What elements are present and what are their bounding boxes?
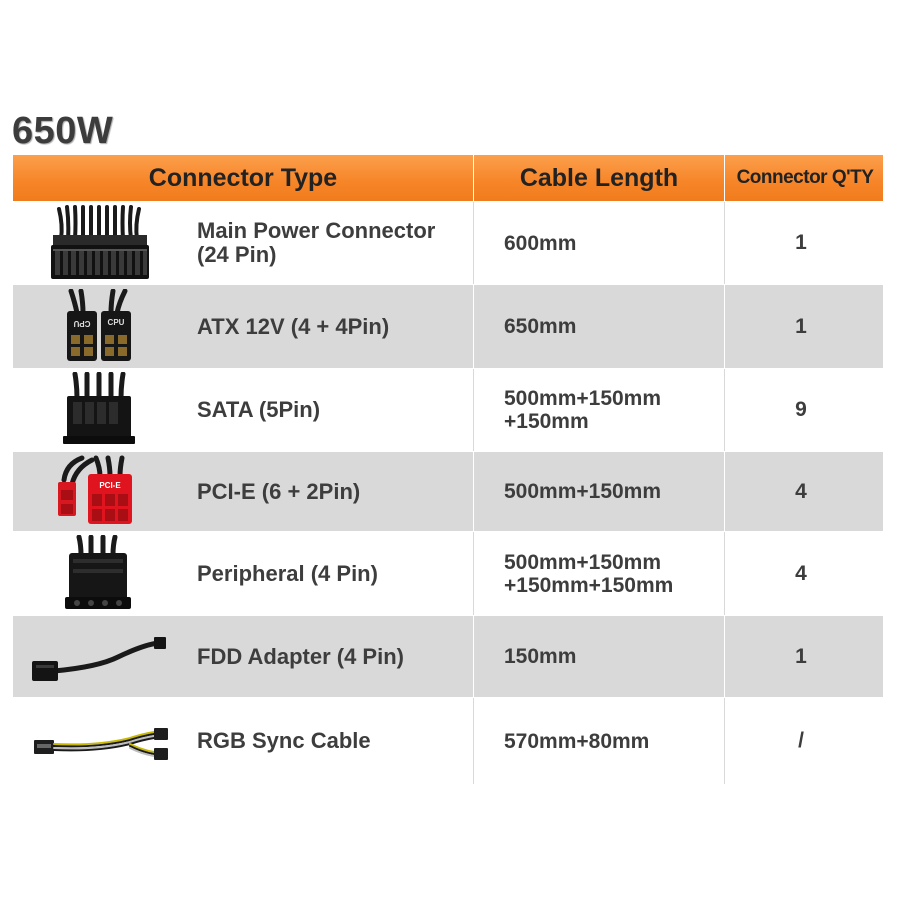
qty-cell <box>725 202 885 284</box>
connector-type-cell <box>13 532 474 615</box>
cable-length: 570mm+80mm <box>504 729 650 753</box>
table-row <box>13 615 883 697</box>
qty-cell <box>725 285 885 368</box>
molex-peripheral-connector-icon <box>13 532 183 615</box>
cable-length: 500mm+150mm <box>504 550 662 574</box>
cable-length: 650mm <box>504 315 577 338</box>
connector-name: FDD Adapter (4 Pin) <box>197 643 404 669</box>
connector-table <box>13 155 883 784</box>
cable-length: 500mm+150mm <box>504 387 662 410</box>
qty-cell <box>725 452 885 531</box>
fdd-adapter-cable-icon <box>13 616 183 697</box>
connector-name: ATX 12V (4 + 4Pin) <box>197 313 390 339</box>
connector-name: Main Power Connector <box>197 218 436 243</box>
connector-name-sub: (24 Pin) <box>197 242 277 267</box>
page-title: 650W <box>12 110 114 152</box>
sata-connector-icon <box>13 369 183 451</box>
cable-length: 150mm <box>504 645 577 668</box>
connector-type-cell <box>13 369 474 451</box>
cable-length-sub: +150mm+150mm <box>504 573 674 597</box>
connector-qty: 1 <box>795 231 807 254</box>
qty-cell <box>725 616 885 697</box>
connector-label: CPU <box>107 317 125 327</box>
connector-label: PCI-E <box>99 480 121 490</box>
cable-length-cell <box>474 452 725 531</box>
qty-cell <box>725 532 885 615</box>
header-connector-qty: Connector Q'TY <box>736 167 874 188</box>
connector-type-cell <box>13 285 474 368</box>
table-row <box>13 697 883 784</box>
cable-length-cell <box>474 369 725 451</box>
table-row <box>13 201 883 284</box>
connector-qty: 4 <box>795 479 807 503</box>
table-row <box>13 368 883 451</box>
connector-qty: 1 <box>795 314 807 338</box>
cable-length-cell <box>474 202 725 284</box>
connector-name: SATA (5Pin) <box>197 397 321 422</box>
cable-length-cell <box>474 616 725 697</box>
cable-length-cell <box>474 698 725 784</box>
pcie-6plus2-connector-icon <box>13 452 183 531</box>
atx-24pin-connector-icon <box>13 202 183 284</box>
cable-length-cell <box>474 532 725 615</box>
qty-cell <box>725 698 885 784</box>
connector-qty: / <box>798 729 804 752</box>
connector-qty: 9 <box>795 398 807 421</box>
cable-length-cell <box>474 285 725 368</box>
connector-type-cell <box>13 452 474 531</box>
cpu-4plus4-connector-icon <box>13 285 183 368</box>
rgb-sync-cable-icon <box>13 698 183 784</box>
table-header <box>13 155 883 201</box>
connector-type-cell <box>13 616 474 697</box>
qty-cell <box>725 369 885 451</box>
connector-label: CPU <box>73 318 91 328</box>
connector-name: PCI-E (6 + 2Pin) <box>197 478 361 504</box>
connector-type-cell <box>13 698 474 784</box>
cable-length-sub: +150mm <box>504 410 589 433</box>
table-row <box>13 531 883 615</box>
connector-type-cell <box>13 202 474 284</box>
cable-length: 600mm <box>504 231 577 255</box>
header-cable-length: Cable Length <box>474 155 725 201</box>
cable-length: 500mm+150mm <box>504 480 662 503</box>
connector-name: Peripheral (4 Pin) <box>197 560 378 586</box>
table-row <box>13 451 883 531</box>
connector-qty: 1 <box>795 644 807 668</box>
header-connector-type: Connector Type <box>13 155 474 201</box>
connector-qty: 4 <box>795 561 807 585</box>
table-row <box>13 284 883 368</box>
connector-name: RGB Sync Cable <box>197 728 371 753</box>
